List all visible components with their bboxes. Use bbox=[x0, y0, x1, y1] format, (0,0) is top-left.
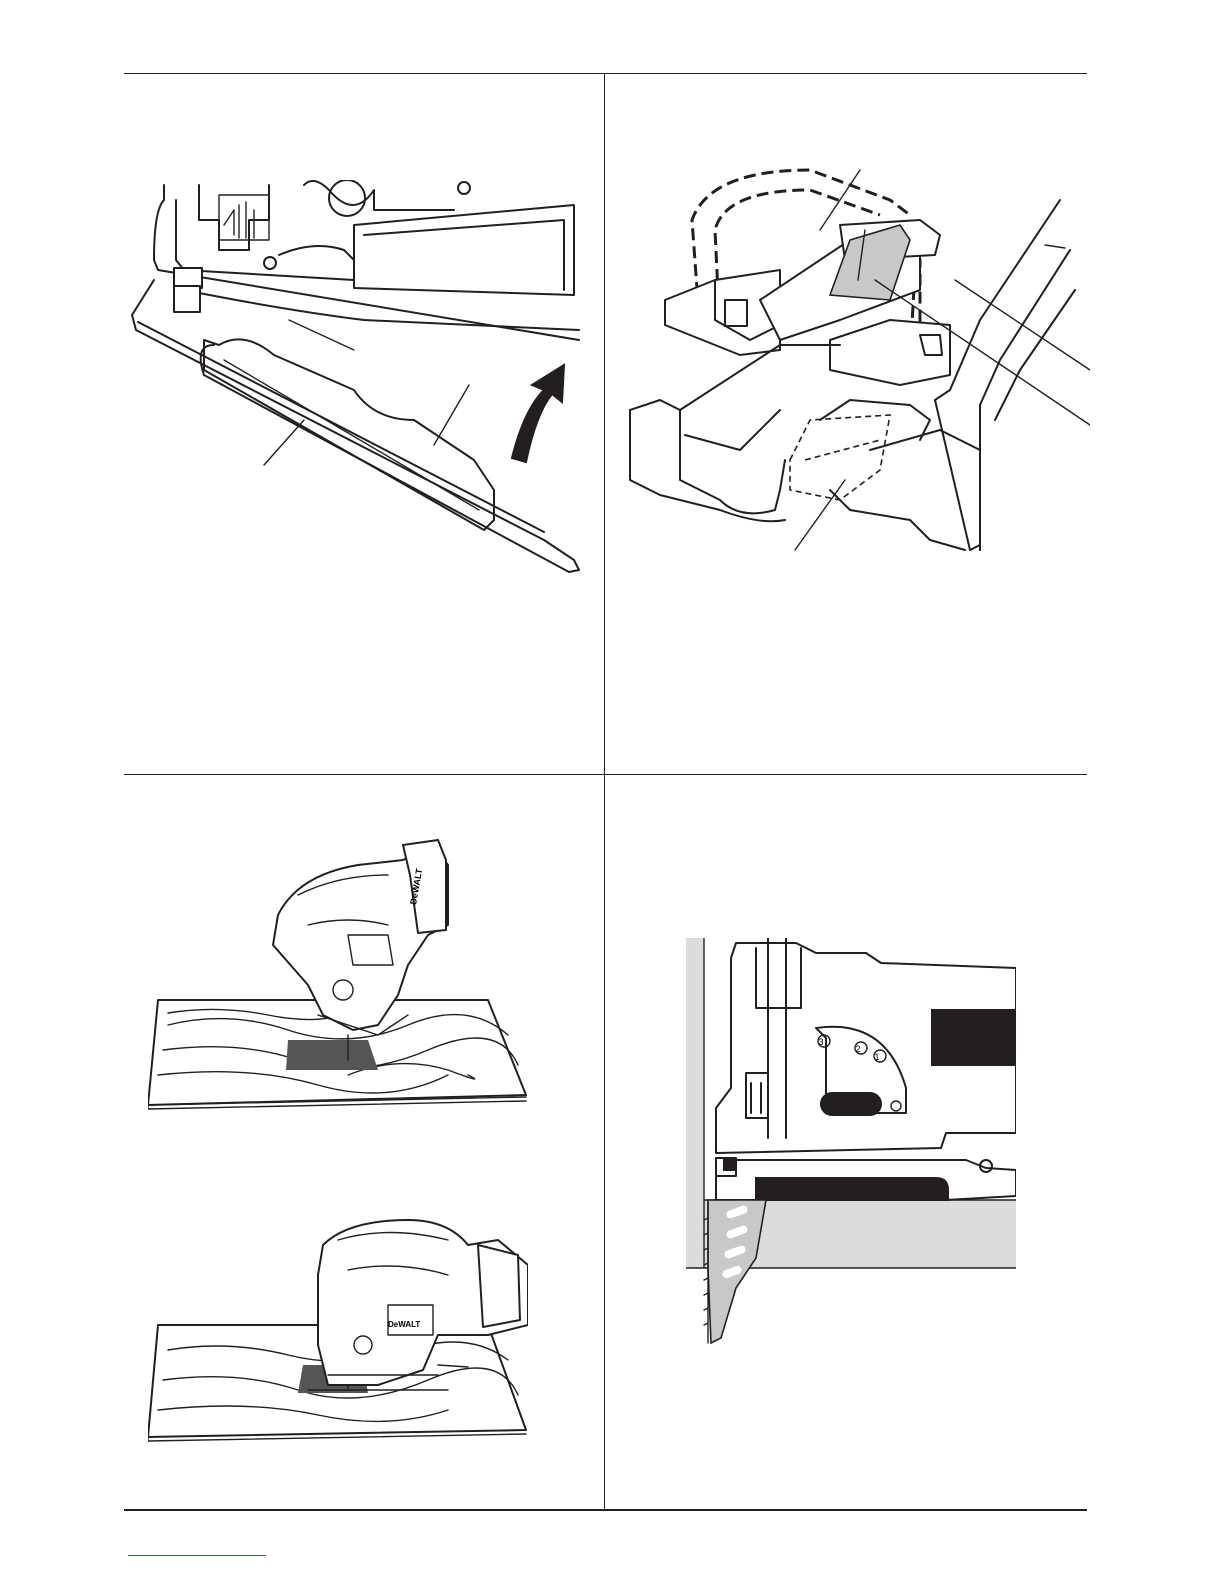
column-divider bbox=[604, 73, 605, 1510]
figure-bevel-cut bbox=[148, 835, 528, 1110]
figure-dust-chute bbox=[620, 160, 1090, 560]
svg-text:2: 2 bbox=[855, 1044, 861, 1054]
figure-blade-guard bbox=[124, 180, 594, 590]
svg-text:1: 1 bbox=[874, 1052, 880, 1062]
jigsaw-on-board-icon bbox=[148, 835, 528, 1110]
jigsaw-flush-cut-icon bbox=[686, 938, 1016, 1348]
jigsaw-on-board-icon bbox=[148, 1215, 528, 1445]
base-plate-icon bbox=[620, 160, 1090, 560]
figure-flush-cut bbox=[686, 938, 1016, 1348]
svg-text:3: 3 bbox=[818, 1037, 824, 1047]
top-rule bbox=[124, 73, 1087, 74]
footer-link-underline bbox=[128, 1555, 266, 1556]
svg-text:DeWALT: DeWALT bbox=[388, 1320, 421, 1329]
svg-text:DeWALT: DeWALT bbox=[408, 867, 425, 906]
arrow-up-icon bbox=[512, 365, 564, 462]
bottom-rule bbox=[124, 1509, 1087, 1511]
middle-rule bbox=[124, 774, 1087, 775]
figure-straight-cut bbox=[148, 1215, 528, 1445]
jigsaw-base-icon bbox=[124, 180, 594, 590]
